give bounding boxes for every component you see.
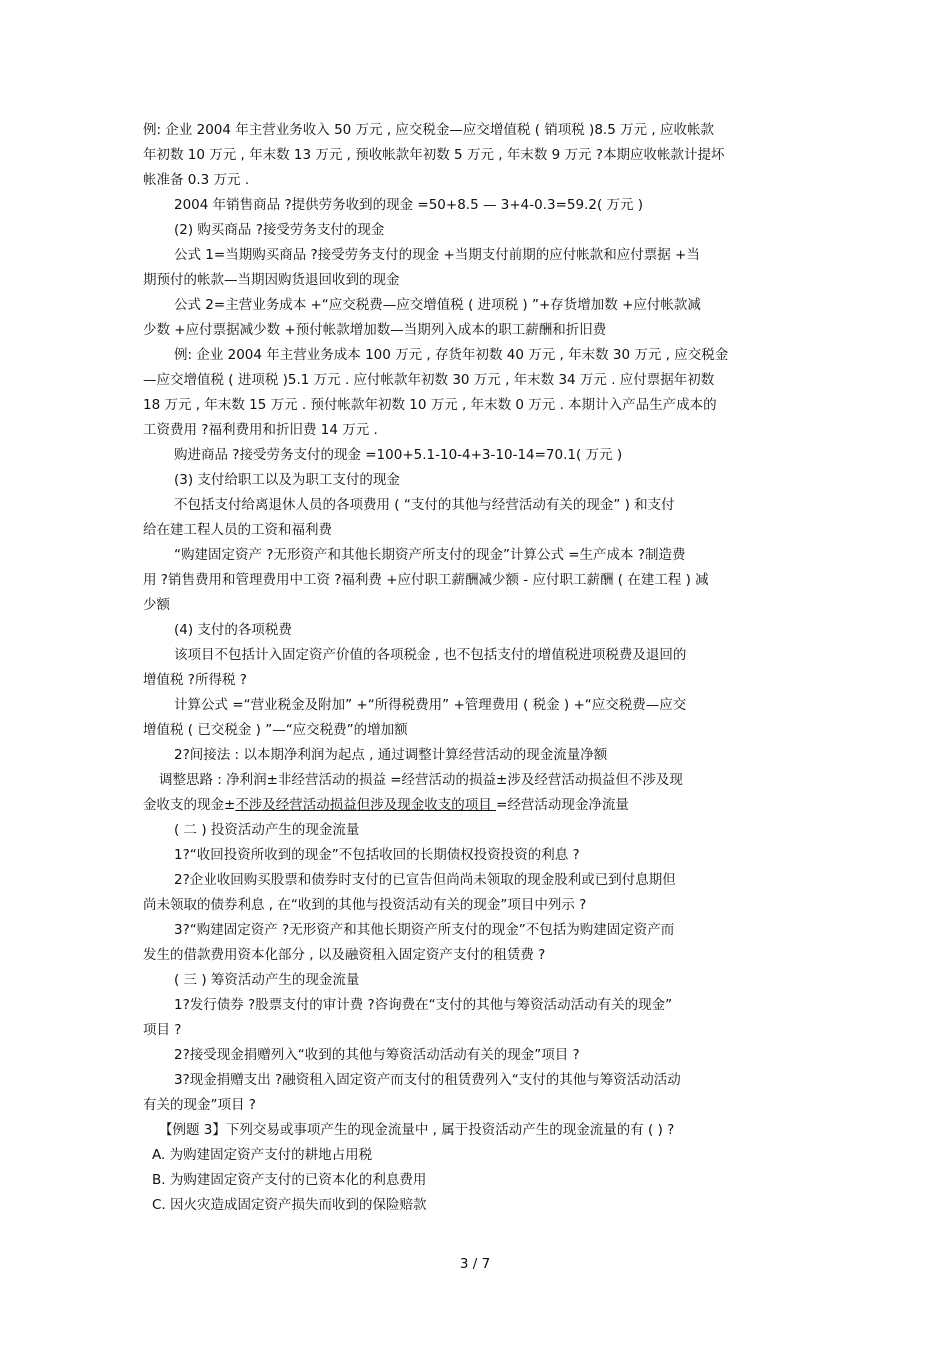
- section-operating-cash: [143, 118, 811, 793]
- text-line: 不包括支付给离退休人员的各项费用 ( “支付的其他与经营活动有关的现金” ) 和支付: [174, 497, 675, 513]
- text-line: 2004 年销售商品 ?提供劳务收到的现金 =50+8.5 — 3+4-0.3=59.2( 万元 ): [174, 197, 644, 213]
- text-line: ( 二 ) 投资活动产生的现金流量: [174, 822, 360, 838]
- text-line: 计算公式 =“营业税金及附加” +“所得税费用” +管理费用 ( 税金 ) +“应交税费—应交: [174, 697, 687, 713]
- text-line: (3) 支付给职工以及为职工支付的现金: [174, 472, 400, 488]
- text-line: 少额: [143, 597, 170, 613]
- text-line: 年初数 10 万元 , 年末数 13 万元 , 预收帐款年初数 5 万元 , 年末数 9 万元 ?本期应收帐款计提坏: [143, 147, 725, 163]
- text-line: 例: 企业 2004 年主营业务收入 50 万元 , 应交税金—应交增值税 ( 销项税 )8.5 万元 , 应收帐款: [143, 122, 714, 138]
- text-line: 有关的现金”项目 ?: [143, 1097, 256, 1113]
- text-line: 增值税 ( 已交税金 ) ”—“应交税费”的增加额: [143, 722, 408, 738]
- text-line: C. 因火灾造成固定资产损失而收到的保险赔款: [152, 1197, 427, 1213]
- text-line: 项目 ?: [143, 1022, 182, 1038]
- text-line: 给在建工程人员的工资和福利费: [143, 522, 332, 538]
- text-line: 发生的借款费用资本化部分 , 以及融资租入固定资产支付的租赁费 ?: [143, 947, 546, 963]
- text-line: (2) 购买商品 ?接受劳务支付的现金: [174, 222, 385, 238]
- text-line: 【例题 3】下列交易或事项产生的现金流量中 , 属于投资活动产生的现金流量的有 ( ) ?: [159, 1122, 675, 1138]
- text-line: 期预付的帐款—当期因购货退回收到的现金: [143, 272, 400, 288]
- text-line: 少数 +应付票据减少数 +预付帐款增加数—当期列入成本的职工薪酬和折旧费: [143, 322, 607, 338]
- text-line: 2?企业收回购买股票和债券时支付的已宣告但尚尚未领取的现金股利或已到付息期但: [174, 872, 676, 888]
- adjustment-line: [143, 793, 811, 818]
- adjustment-text-before: 金收支的现金±: [143, 797, 236, 813]
- text-line: 购进商品 ?接受劳务支付的现金 =100+5.1-10-4+3-10-14=70.1( 万元 ): [174, 447, 623, 463]
- text-line: 1?发行债券 ?股票支付的审计费 ?咨询费在“支付的其他与筹资活动活动有关的现金”: [174, 997, 673, 1013]
- text-line: 该项目不包括计入固定资产价值的各项税金 , 也不包括支付的增值税进项税费及退回的: [174, 647, 687, 663]
- adjustment-text-underlined: 不涉及经营活动损益但涉及现金收支的项目: [235, 797, 497, 813]
- text-line: 增值税 ?所得税 ?: [143, 672, 247, 688]
- text-line: “购建固定资产 ?无形资产和其他长期资产所支付的现金”计算公式 =生产成本 ?制造费: [174, 547, 686, 563]
- text-line: (4) 支付的各项税费: [174, 622, 292, 638]
- section-investing-financing: [143, 818, 811, 1218]
- text-line: 公式 1=当期购买商品 ?接受劳务支付的现金 +当期支付前期的应付帐款和应付票据 +当: [174, 247, 700, 263]
- text-line: 工资费用 ?福利费用和折旧费 14 万元 .: [143, 422, 378, 438]
- text-line: 2?间接法 : 以本期净利润为起点 , 通过调整计算经营活动的现金流量净额: [174, 747, 608, 763]
- text-line: 例: 企业 2004 年主营业务成本 100 万元 , 存货年初数 40 万元 , 年末数 30 万元 , 应交税金: [174, 347, 729, 363]
- text-line: 帐准备 0.3 万元 .: [143, 172, 250, 188]
- text-line: 1?“收回投资所收到的现金”不包括收回的长期债权投资投资的利息 ?: [174, 847, 580, 863]
- text-line: B. 为购建固定资产支付的已资本化的利息费用: [152, 1172, 427, 1188]
- text-line: 3?现金捐赠支出 ?融资租入固定资产而支付的租赁费列入“支付的其他与筹资活动活动: [174, 1072, 681, 1088]
- text-line: 用 ?销售费用和管理费用中工资 ?福利费 +应付职工薪酬减少额 - 应付职工薪酬 ( 在建工程 ) 减: [143, 572, 709, 588]
- text-line: 尚未领取的债券利息 , 在“收到的其他与投资活动有关的现金”项目中列示 ?: [143, 897, 587, 913]
- page-number: 3 / 7: [459, 1256, 491, 1272]
- text-line: —应交增值税 ( 进项税 )5.1 万元 . 应付帐款年初数 30 万元 , 年末数 34 万元 . 应付票据年初数: [143, 372, 715, 388]
- text-line: 3?“购建固定资产 ?无形资产和其他长期资产所支付的现金”不包括为购建固定资产而: [174, 922, 675, 938]
- text-line: 2?接受现金捐赠列入“收到的其他与筹资活动活动有关的现金”项目 ?: [174, 1047, 580, 1063]
- text-line: 18 万元 , 年末数 15 万元 . 预付帐款年初数 10 万元 , 年末数 0 万元 . 本期计入产品生产成本的: [143, 397, 717, 413]
- adjustment-text-after: =经营活动现金净流量: [496, 797, 629, 813]
- text-line: A. 为购建固定资产支付的耕地占用税: [152, 1147, 373, 1163]
- text-line: 调整思路 : 净利润±非经营活动的损益 =经营活动的损益±涉及经营活动损益但不涉及现: [159, 772, 683, 788]
- text-line: ( 三 ) 筹资活动产生的现金流量: [174, 972, 360, 988]
- text-line: 公式 2=主营业务成本 +“应交税费—应交增值税 ( 进项税 ) ”+存货增加数 +应付帐款减: [174, 297, 701, 313]
- document-body: [143, 118, 811, 1218]
